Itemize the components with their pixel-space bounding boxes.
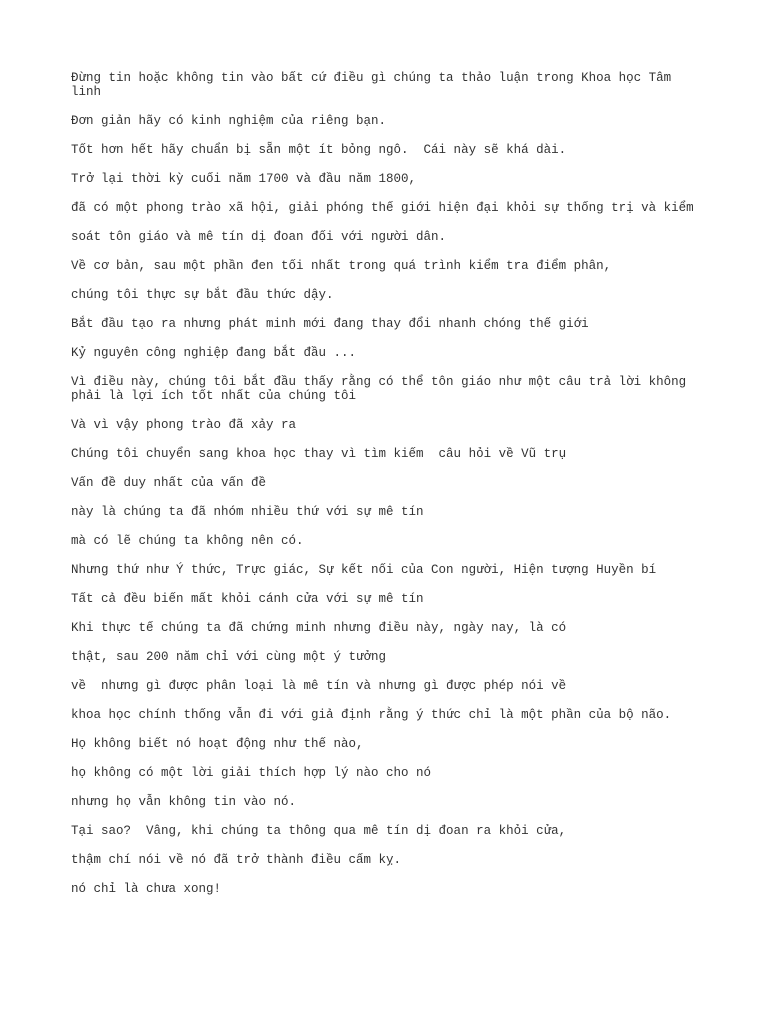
paragraph: về nhưng gì được phân loại là mê tín và nhưng gì được phép nói về <box>71 679 567 693</box>
paragraph: Bắt đầu tạo ra nhưng phát minh mới đang thay đổi nhanh chóng thế giới <box>71 317 589 331</box>
paragraph: nhưng họ vẫn không tin vào nó. <box>71 795 297 809</box>
paragraph: Về cơ bản, sau một phần đen tối nhất trong quá trình kiểm tra điểm phân, <box>71 259 612 273</box>
paragraph: Kỷ nguyên công nghiệp đang bắt đầu ... <box>71 346 357 360</box>
paragraph: Khi thực tế chúng ta đã chứng minh nhưng điều này, ngày nay, là có <box>71 621 567 635</box>
document-page <box>71 71 701 911</box>
paragraph: Vì điều này, chúng tôi bắt đầu thấy rằng có thể tôn giáo như một câu trả lời không phải là lợi ích tốt nhất của chúng tôi <box>71 375 694 403</box>
paragraph: Họ không biết nó hoạt động như thế nào, <box>71 737 364 751</box>
paragraph: Tại sao? Vâng, khi chúng ta thông qua mê tín dị đoan ra khỏi cửa, <box>71 824 567 838</box>
paragraph: Đơn giản hãy có kinh nghiệm của riêng bạn. <box>71 114 387 128</box>
paragraph: Chúng tôi chuyển sang khoa học thay vì tìm kiếm câu hỏi về Vũ trụ <box>71 447 567 461</box>
paragraph: mà có lẽ chúng ta không nên có. <box>71 534 304 548</box>
paragraph: Tốt hơn hết hãy chuẩn bị sẵn một ít bỏng ngô. Cái này sẽ khá dài. <box>71 143 567 157</box>
paragraph: nó chỉ là chưa xong! <box>71 882 222 896</box>
paragraph: này là chúng ta đã nhóm nhiều thứ với sự mê tín <box>71 505 424 519</box>
paragraph: chúng tôi thực sự bắt đầu thức dậy. <box>71 288 334 302</box>
paragraph: soát tôn giáo và mê tín dị đoan đối với người dân. <box>71 230 447 244</box>
paragraph: khoa học chính thống vẫn đi với giả định rằng ý thức chỉ là một phần của bộ não. <box>71 708 672 722</box>
paragraph: đã có một phong trào xã hội, giải phóng thế giới hiện đại khỏi sự thống trị và kiểm <box>71 201 694 215</box>
paragraph: thật, sau 200 năm chỉ với cùng một ý tưởng <box>71 650 387 664</box>
paragraph: Và vì vậy phong trào đã xảy ra <box>71 418 297 432</box>
paragraph: họ không có một lời giải thích hợp lý nào cho nó <box>71 766 432 780</box>
paragraph: Trở lại thời kỳ cuối năm 1700 và đầu năm 1800, <box>71 172 417 186</box>
paragraph: Vấn đề duy nhất của vấn đề <box>71 476 267 490</box>
paragraph: Nhưng thứ như Ý thức, Trực giác, Sự kết nối của Con người, Hiện tượng Huyền bí <box>71 563 657 577</box>
paragraph: Tất cả đều biến mất khỏi cánh cửa với sự mê tín <box>71 592 424 606</box>
paragraph: thậm chí nói về nó đã trở thành điều cấm kỵ. <box>71 853 402 867</box>
paragraph: Đừng tin hoặc không tin vào bất cứ điều gì chúng ta thảo luận trong Khoa học Tâm linh <box>71 71 679 99</box>
